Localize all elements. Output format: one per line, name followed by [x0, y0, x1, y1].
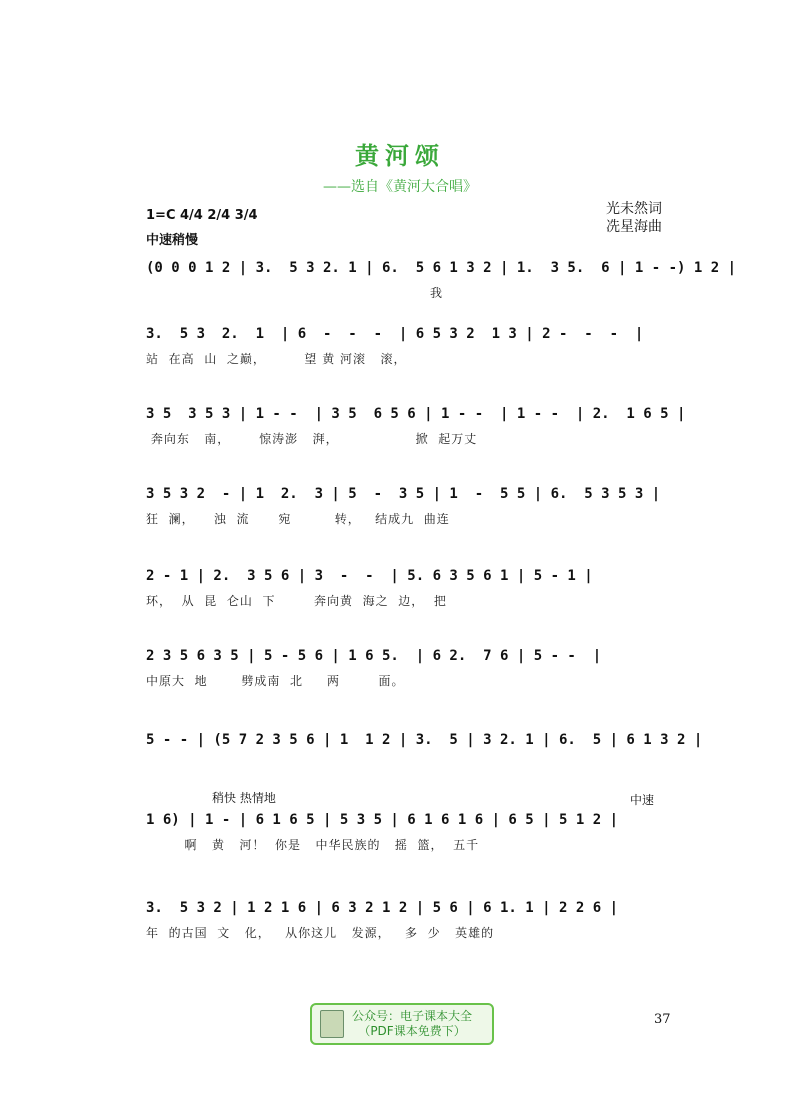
notation-line: (0 0 0 1 2 | 3. 5 3 2. 1 | 6. 5 6 1 3 2 | 1. 3 5. 6 | 1 - -) 1 2 | [146, 260, 737, 276]
lyrics-line: 狂 澜， 浊 流 宛 转， 结成九 曲连 [146, 512, 450, 526]
score-row [146, 404, 686, 448]
score-row [146, 484, 676, 528]
key-signature: 1=C 4/4 2/4 3/4 [146, 208, 258, 223]
score-row [146, 324, 676, 368]
score-row [146, 646, 676, 690]
lyrics-line [146, 756, 676, 774]
composer-credit: 冼星海曲 [606, 219, 662, 235]
lyricist-credit: 光未然词 [606, 201, 662, 217]
score-row [146, 258, 737, 302]
song-subtitle: ——选自《黄河大合唱》 [323, 179, 477, 195]
notation-line: 2 - 1 | 2. 3 5 6 | 3 - - | 5. 6 3 5 6 1 | 5 - 1 | [146, 568, 593, 584]
score-row [146, 730, 703, 774]
score-row [146, 898, 676, 942]
score-row [146, 566, 676, 610]
lyrics-line: 啊 黄 河！ 你是 中华民族的 摇 篮， 五千 [146, 838, 480, 852]
lyrics-line: 年 的古国 文 化， 从你这儿 发源， 多 少 英雄的 [146, 926, 495, 940]
page-number: 37 [654, 1012, 671, 1027]
lyrics-line: 奔向东 南， 惊涛澎 湃， 掀 起万丈 [146, 432, 478, 446]
notation-line: 1 6) | 1 - | 6 1 6 5 | 5 3 5 | 6 1 6 1 6 | 6 5 | 5 1 2 | [146, 812, 619, 828]
notation-line: 3. 5 3 2 | 1 2 1 6 | 6 3 2 1 2 | 5 6 | 6 1. 1 | 2 2 6 | [146, 900, 619, 916]
lyrics-line: 中原大 地 劈成南 北 两 面。 [146, 674, 405, 688]
expression-marking: 稍快 热情地 [212, 791, 276, 805]
score-row [146, 810, 676, 854]
notation-line: 5 - - | (5 7 2 3 5 6 | 1 1 2 | 3. 5 | 3 2. 1 | 6. 5 | 6 1 3 2 | [146, 732, 703, 748]
lyrics-line: 环， 从 昆 仑山 下 奔向黄 海之 边， 把 [146, 594, 447, 608]
banner-text [352, 1009, 472, 1039]
notation-line: 3. 5 3 2. 1 | 6 - - - | 6 5 3 2 1 3 | 2 - - - | [146, 326, 644, 342]
banner-line-2: （PDF课本免费下） [358, 1024, 466, 1038]
book-icon [320, 1010, 344, 1038]
lyrics-line: 站 在高 山 之巅， 望 黄 河滚 滚， [146, 352, 407, 366]
notation-line: 3 5 3 2 - | 1 2. 3 | 5 - 3 5 | 1 - 5 5 | 6. 5 3 5 3 | [146, 486, 661, 502]
notation-line: 3 5 3 5 3 | 1 - - | 3 5 6 5 6 | 1 - - | 1 - - | 2. 1 6 5 | [146, 406, 686, 422]
song-title: 黄河颂 [355, 141, 445, 170]
tempo-marking: 中速稍慢 [146, 233, 199, 248]
publisher-banner [310, 1003, 494, 1045]
notation-line: 2 3 5 6 3 5 | 5 - 5 6 | 1 6 5. | 6 2. 7 6 | 5 - - | [146, 648, 602, 664]
tempo-change-marking: 中速 [630, 793, 655, 807]
banner-line-1: 公众号：电子课本大全 [352, 1009, 473, 1023]
lyrics-line: 我 [146, 286, 444, 300]
